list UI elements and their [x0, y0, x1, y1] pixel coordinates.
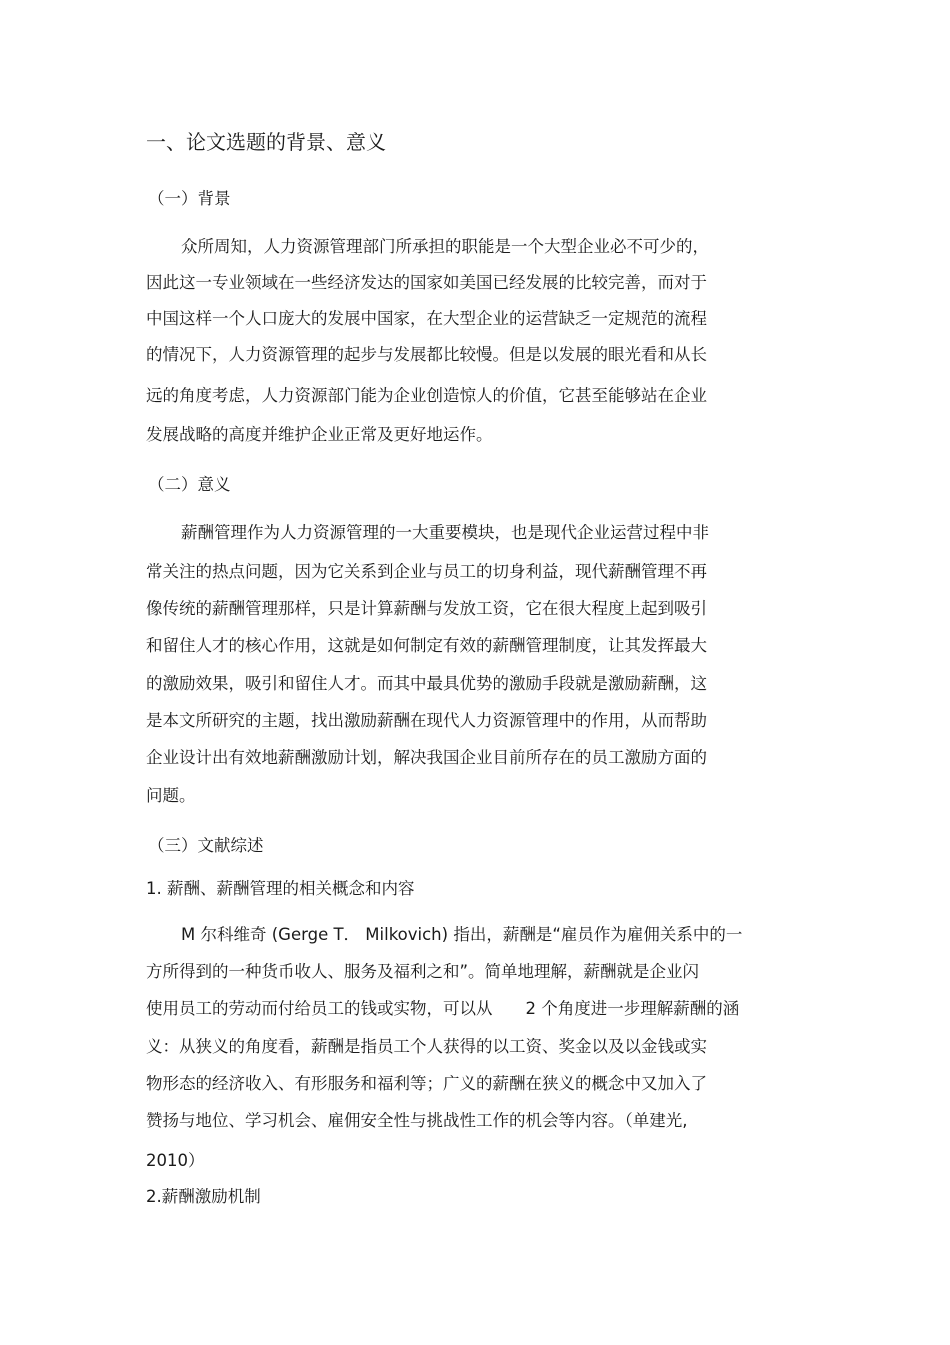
paragraph-line: 和留住人才的核心作用，这就是如何制定有效的薪酬管理制度，让其发挥最大 — [146, 636, 707, 655]
paragraph-line: 众所周知，人力资源管理部门所承担的职能是一个大型企业必不可少的， — [181, 237, 709, 256]
paragraph-line: 物形态的经济收入、有形服务和福利等；广义的薪酬在狭义的概念中又加入了 — [146, 1074, 707, 1093]
chapter-heading: 一、论文选题的背景、意义 — [146, 130, 386, 154]
paragraph-line: 薪酬管理作为人力资源管理的一大重要模块，也是现代企业运营过程中非 — [181, 523, 709, 542]
paragraph-line: 义：从狭义的角度看，薪酬是指员工个人获得的以工资、奖金以及以金钱或实 — [146, 1037, 707, 1056]
paragraph-line: 像传统的薪酬管理那样，只是计算薪酬与发放工资，它在很大程度上起到吸引 — [146, 599, 707, 618]
paragraph-line: 的情况下，人力资源管理的起步与发展都比较慢。但是以发展的眼光看和从长 — [146, 345, 707, 364]
section-title-background: （一）背景 — [148, 189, 231, 208]
paragraph-line: 是本文所研究的主题，找出激励薪酬在现代人力资源管理中的作用，从而帮助 — [146, 711, 707, 730]
paragraph-line: 使用员工的劳动而付给员工的钱或实物，可以从 2 个角度进一步理解薪酬的涵 — [146, 999, 740, 1018]
section-title-significance: （二）意义 — [148, 475, 231, 494]
paragraph-line: 企业设计出有效地薪酬激励计划，解决我国企业目前所存在的员工激励方面的 — [146, 748, 707, 767]
paragraph-line: M 尔科维奇 (Gerge T． Milkovich) 指出，薪酬是“雇员作为雇佣关系中的一 — [181, 925, 743, 944]
paragraph-line: 方所得到的一种货币收人、服务及福利之和”。简单地理解，薪酬就是企业闪 — [146, 962, 700, 981]
paragraph-line: 常关注的热点问题，因为它关系到企业与员工的切身利益，现代薪酬管理不再 — [146, 562, 707, 581]
paragraph-line: 问题。 — [146, 786, 196, 805]
paragraph-line: 的激励效果，吸引和留住人才。而其中最具优势的激励手段就是激励薪酬，这 — [146, 674, 707, 693]
paragraph-line: 中国这样一个人口庞大的发展中国家，在大型企业的运营缺乏一定规范的流程 — [146, 309, 707, 328]
paragraph-line: 赞扬与地位、学习机会、雇佣安全性与挑战性工作的机会等内容。（单建光, — [146, 1111, 688, 1130]
section-title-literature-review: （三）文献综述 — [148, 836, 264, 855]
paragraph-line: 因此这一专业领域在一些经济发达的国家如美国已经发展的比较完善，而对于 — [146, 273, 707, 292]
subsection-title: 1. 薪酬、薪酬管理的相关概念和内容 — [146, 879, 415, 898]
paragraph-line: 2010） — [146, 1151, 205, 1170]
paragraph-line: 发展战略的高度并维护企业正常及更好地运作。 — [146, 425, 493, 444]
paragraph-line: 远的角度考虑，人力资源部门能为企业创造惊人的价值，它甚至能够站在企业 — [146, 386, 707, 405]
subsection-title: 2.薪酬激励机制 — [146, 1187, 261, 1206]
